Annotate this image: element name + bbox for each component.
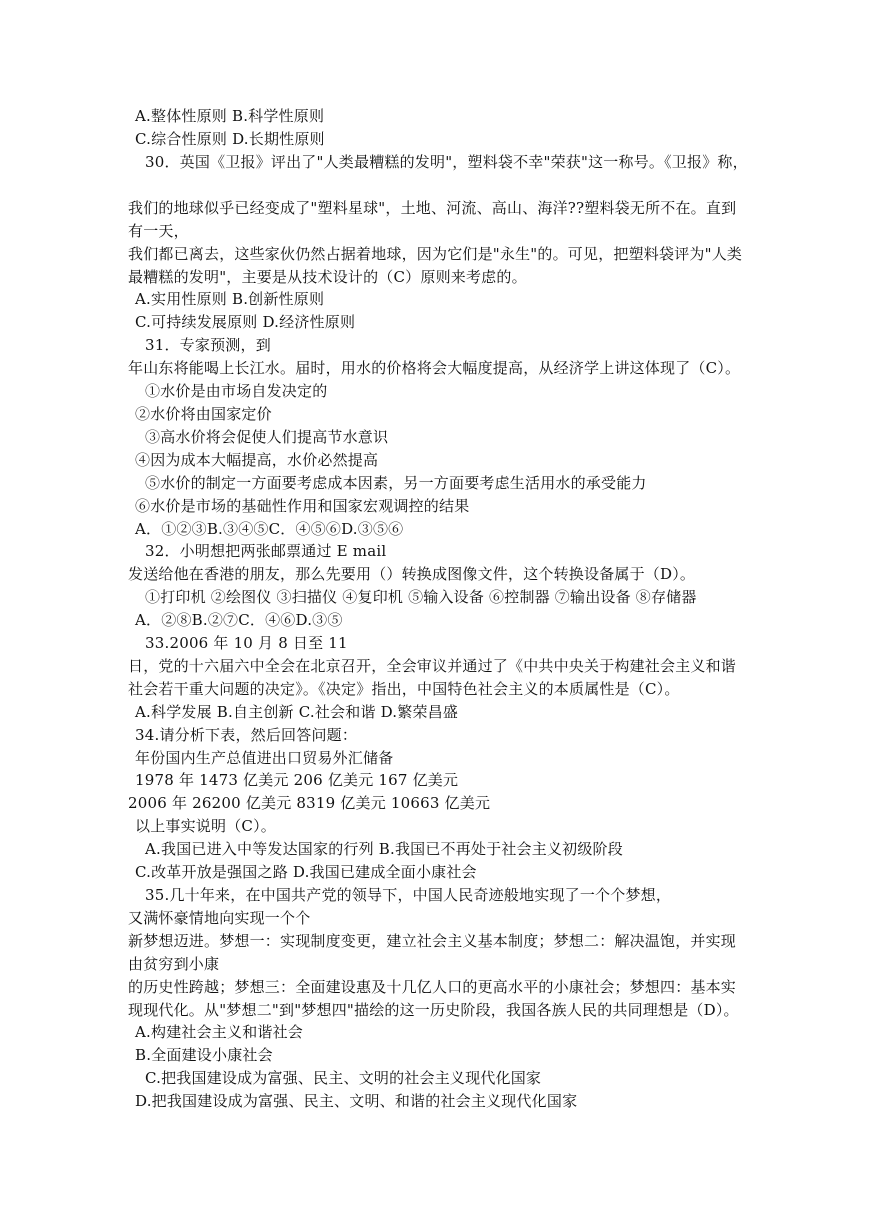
text-line: 的历史性跨越；梦想三：全面建设惠及十几亿人口的更高水平的小康社会；梦想四：基本实 xyxy=(128,978,737,996)
option-line: A.科学发展 B.自主创新 C.社会和谐 D.繁荣昌盛 xyxy=(135,703,459,721)
text-line: 有一天， xyxy=(128,222,189,240)
text-line: 又满怀豪情地向实现一个个 xyxy=(128,909,311,927)
option-line: A.我国已进入中等发达国家的行列 B.我国已不再处于社会主义初级阶段 xyxy=(145,840,623,858)
text-line: 社会若干重大问题的决定》。《决定》指出，中国特色社会主义的本质属性是（C）。 xyxy=(128,680,680,698)
text-line: 发送给他在香港的朋友，那么先要用（）转换成图像文件，这个转换设备属于（D）。 xyxy=(128,565,696,583)
option-line: C.改革开放是强国之路 D.我国已建成全面小康社会 xyxy=(135,863,477,881)
option-line: D.把我国建设成为富强、民主、文明、和谐的社会主义现代化国家 xyxy=(135,1092,578,1110)
option-line: B.全面建设小康社会 xyxy=(135,1046,273,1064)
table-row-line: 2006 年 26200 亿美元 8319 亿美元 10663 亿美元 xyxy=(128,794,491,812)
question-33: 33.2006 年 10 月 8 日至 11 xyxy=(145,634,348,652)
statement-line: ⑥水价是市场的基础性作用和国家宏观调控的结果 xyxy=(135,497,470,515)
question-30: 30．英国《卫报》评出了"人类最糟糕的发明"，塑料袋不幸"荣获"这一称号。《卫报》称， xyxy=(145,153,748,171)
option-line: A.整体性原则 B.科学性原则 xyxy=(135,107,325,125)
text-line: 我们的地球似乎已经变成了"塑料星球"，土地、河流、高山、海洋??塑料袋无所不在。直到 xyxy=(128,199,737,217)
option-line: A.构建社会主义和谐社会 xyxy=(135,1023,304,1041)
statement-line: ⑤水价的制定一方面要考虑成本因素，另一方面要考虑生活用水的承受能力 xyxy=(145,474,647,492)
table-row-line: 1978 年 1473 亿美元 206 亿美元 167 亿美元 xyxy=(135,771,459,789)
statement-line: ③高水价将会促使人们提高节水意识 xyxy=(145,428,389,446)
statement-line: ②水价将由国家定价 xyxy=(135,405,272,423)
option-line: A.实用性原则 B.创新性原则 xyxy=(135,290,325,308)
option-line: A．①②③B.③④⑤C．④⑤⑥D.③⑤⑥ xyxy=(135,520,404,538)
text-line: 日，党的十六届六中全会在北京召开，全会审议并通过了《中共中央关于构建社会主义和谐 xyxy=(128,657,737,675)
option-line: C.把我国建设成为富强、民主、文明的社会主义现代化国家 xyxy=(145,1069,542,1087)
text-line: 我们都已离去，这些家伙仍然占据着地球，因为它们是"永生"的。可见，把塑料袋评为"人类 xyxy=(128,245,743,263)
question-31: 31．专家预测，到 xyxy=(145,336,271,354)
statement-line: ①打印机 ②绘图仪 ③扫描仪 ④复印机 ⑤输入设备 ⑥控制器 ⑦输出设备 ⑧存储器 xyxy=(145,588,697,606)
text-line: 新梦想迈进。梦想一：实现制度变更，建立社会主义基本制度；梦想二：解决温饱，并实现 xyxy=(128,932,737,950)
table-header-line: 年份国内生产总值进出口贸易外汇储备 xyxy=(135,749,394,767)
statement-line: ④因为成本大幅提高，水价必然提高 xyxy=(135,451,379,469)
question-34: 34.请分析下表，然后回答问题： xyxy=(135,726,358,744)
option-line: C.综合性原则 D.长期性原则 xyxy=(135,130,325,148)
text-line: 以上事实说明（C）。 xyxy=(135,817,276,835)
text-line: 现现代化。从"梦想二"到"梦想四"描绘的这一历史阶段，我国各族人民的共同理想是（D）。 xyxy=(128,1001,739,1019)
text-line: 年山东将能喝上长江水。届时，用水的价格将会大幅度提高，从经济学上讲这体现了（C）。 xyxy=(128,359,741,377)
statement-line: ①水价是由市场自发决定的 xyxy=(145,382,328,400)
text-line: 由贫穷到小康 xyxy=(128,955,220,973)
option-line: C.可持续发展原则 D.经济性原则 xyxy=(135,313,356,331)
text-line: 最糟糕的发明"，主要是从技术设计的（C）原则来考虑的。 xyxy=(128,268,527,286)
question-35: 35.几十年来，在中国共产党的领导下，中国人民奇迹般地实现了一个个梦想， xyxy=(145,886,672,904)
option-line: A．②⑧B.②⑦C．④⑥D.③⑤ xyxy=(135,611,343,629)
question-32: 32．小明想把两张邮票通过 E mail xyxy=(145,542,387,560)
